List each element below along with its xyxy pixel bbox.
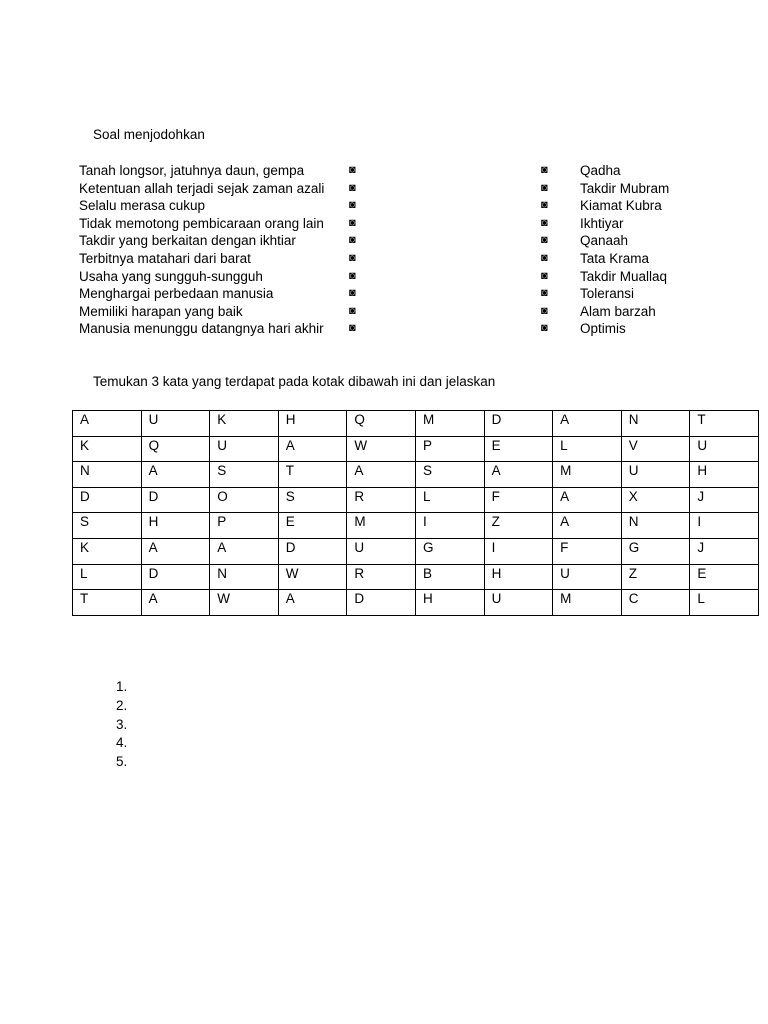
matching-question-text: Manusia menunggu datangnya hari akhir <box>79 321 324 337</box>
grid-cell: I <box>415 513 484 539</box>
answer-bullet-icon: ◙ <box>541 287 548 300</box>
grid-cell: A <box>210 538 279 564</box>
grid-cell: S <box>73 513 142 539</box>
answer-bullet-icon: ◙ <box>541 234 548 247</box>
answer-bullet-icon: ◙ <box>541 322 548 335</box>
matching-section-title: Soal menjodohkan <box>93 127 205 142</box>
grid-row <box>73 411 759 437</box>
question-bullet-icon: ◙ <box>349 251 356 264</box>
grid-cell: A <box>553 411 622 437</box>
grid-cell: O <box>210 487 279 513</box>
grid-cell: S <box>415 462 484 488</box>
grid-cell: H <box>415 590 484 616</box>
matching-answer-text: Ikhtiyar <box>580 215 624 231</box>
grid-cell: A <box>278 590 347 616</box>
matching-row <box>0 303 768 321</box>
grid-cell: K <box>210 411 279 437</box>
grid-cell: U <box>484 590 553 616</box>
matching-answer-text: Takdir Mubram <box>580 180 670 196</box>
matching-row <box>0 180 768 198</box>
matching-question-text: Tidak memotong pembicaraan orang lain <box>79 215 324 231</box>
grid-cell: A <box>73 411 142 437</box>
question-bullet-icon: ◙ <box>349 287 356 300</box>
grid-cell: W <box>347 436 416 462</box>
grid-cell: N <box>621 411 690 437</box>
matching-question-text: Ketentuan allah terjadi sejak zaman azali <box>79 180 325 196</box>
answer-line: 5. <box>116 754 128 770</box>
matching-question-text: Takdir yang berkaitan dengan ikhtiar <box>79 233 296 249</box>
grid-cell: U <box>553 564 622 590</box>
answer-bullet-icon: ◙ <box>541 164 548 176</box>
grid-cell: L <box>415 487 484 513</box>
grid-row <box>73 590 759 616</box>
question-bullet-icon: ◙ <box>349 234 356 247</box>
answer-bullet-icon: ◙ <box>541 304 548 317</box>
grid-cell: A <box>278 436 347 462</box>
grid-cell: T <box>690 411 759 437</box>
matching-answer-text: Takdir Muallaq <box>580 268 668 284</box>
matching-question-text: Terbitnya matahari dari barat <box>79 250 251 266</box>
grid-cell: E <box>484 436 553 462</box>
grid-cell: F <box>484 487 553 513</box>
answer-bullet-icon: ◙ <box>541 181 548 194</box>
grid-cell: A <box>141 538 210 564</box>
grid-row <box>73 564 759 590</box>
matching-list <box>0 162 768 338</box>
grid-row <box>73 487 759 513</box>
answer-list <box>116 679 127 773</box>
grid-cell: L <box>73 564 142 590</box>
matching-answer-text: Alam barzah <box>580 303 656 319</box>
grid-cell: D <box>484 411 553 437</box>
matching-row <box>0 285 768 303</box>
grid-cell: H <box>690 462 759 488</box>
question-bullet-icon: ◙ <box>349 269 356 282</box>
grid-cell: A <box>347 462 416 488</box>
grid-cell: H <box>141 513 210 539</box>
answer-bullet-icon: ◙ <box>541 269 548 282</box>
answer-line: 2. <box>116 697 128 713</box>
matching-question-text: Menghargai perbedaan manusia <box>79 286 274 302</box>
grid-row <box>73 538 759 564</box>
question-bullet-icon: ◙ <box>349 216 356 229</box>
grid-cell: M <box>347 513 416 539</box>
grid-cell: U <box>210 436 279 462</box>
matching-row <box>0 215 768 233</box>
matching-question-text: Memiliki harapan yang baik <box>79 303 243 319</box>
grid-cell: H <box>484 564 553 590</box>
grid-cell: I <box>690 513 759 539</box>
grid-cell: N <box>210 564 279 590</box>
grid-cell: P <box>210 513 279 539</box>
grid-cell: X <box>621 487 690 513</box>
matching-answer-text: Optimis <box>580 321 626 337</box>
grid-cell: P <box>415 436 484 462</box>
grid-cell: E <box>690 564 759 590</box>
grid-cell: U <box>621 462 690 488</box>
matching-question-text: Usaha yang sungguh-sungguh <box>79 268 263 284</box>
answer-line: 4. <box>116 735 128 751</box>
grid-cell: N <box>621 513 690 539</box>
grid-cell: S <box>278 487 347 513</box>
wordsearch-section-title: Temukan 3 kata yang terdapat pada kotak dibawah ini dan jelaskan <box>93 374 496 389</box>
answer-line: 1. <box>116 679 128 694</box>
grid-cell: M <box>415 411 484 437</box>
grid-cell: D <box>141 564 210 590</box>
grid-cell: I <box>484 538 553 564</box>
grid-cell: L <box>553 436 622 462</box>
grid-cell: H <box>278 411 347 437</box>
answer-line: 3. <box>116 716 128 732</box>
grid-cell: D <box>141 487 210 513</box>
matching-answer-text: Toleransi <box>580 286 635 302</box>
grid-cell: G <box>415 538 484 564</box>
question-bullet-icon: ◙ <box>349 181 356 194</box>
grid-cell: J <box>690 487 759 513</box>
grid-cell: A <box>141 462 210 488</box>
matching-row <box>0 268 768 286</box>
grid-row <box>73 462 759 488</box>
grid-cell: R <box>347 564 416 590</box>
grid-cell: A <box>553 487 622 513</box>
grid-cell: D <box>278 538 347 564</box>
grid-cell: Q <box>347 411 416 437</box>
grid-cell: J <box>690 538 759 564</box>
grid-cell: D <box>347 590 416 616</box>
matching-answer-text: Qadha <box>580 163 621 178</box>
answer-bullet-icon: ◙ <box>541 251 548 264</box>
question-bullet-icon: ◙ <box>349 199 356 212</box>
matching-row <box>0 250 768 268</box>
matching-row <box>0 232 768 250</box>
grid-cell: U <box>690 436 759 462</box>
grid-cell: U <box>141 411 210 437</box>
grid-cell: S <box>210 462 279 488</box>
matching-question-text: Selalu merasa cukup <box>79 198 206 214</box>
matching-row <box>0 197 768 215</box>
question-bullet-icon: ◙ <box>349 164 356 176</box>
grid-cell: M <box>553 462 622 488</box>
matching-row <box>0 162 768 180</box>
matching-answer-text: Tata Krama <box>580 250 650 266</box>
answer-bullet-icon: ◙ <box>541 199 548 212</box>
question-bullet-icon: ◙ <box>349 304 356 317</box>
grid-cell: T <box>278 462 347 488</box>
wordsearch-grid <box>72 410 759 616</box>
grid-cell: B <box>415 564 484 590</box>
grid-cell: W <box>278 564 347 590</box>
matching-row <box>0 320 768 338</box>
question-bullet-icon: ◙ <box>349 322 356 335</box>
grid-cell: D <box>73 487 142 513</box>
grid-cell: Q <box>141 436 210 462</box>
grid-cell: U <box>347 538 416 564</box>
grid-row <box>73 436 759 462</box>
grid-cell: A <box>484 462 553 488</box>
grid-cell: K <box>73 436 142 462</box>
matching-answer-text: Kiamat Kubra <box>580 198 662 214</box>
grid-cell: V <box>621 436 690 462</box>
matching-question-text: Tanah longsor, jatuhnya daun, gempa <box>79 163 305 178</box>
grid-cell: K <box>73 538 142 564</box>
grid-cell: Z <box>484 513 553 539</box>
grid-cell: M <box>553 590 622 616</box>
grid-cell: L <box>690 590 759 616</box>
grid-cell: N <box>73 462 142 488</box>
grid-row <box>73 513 759 539</box>
grid-cell: W <box>210 590 279 616</box>
grid-cell: F <box>553 538 622 564</box>
answer-bullet-icon: ◙ <box>541 216 548 229</box>
matching-answer-text: Qanaah <box>580 233 629 249</box>
grid-cell: R <box>347 487 416 513</box>
grid-cell: T <box>73 590 142 616</box>
grid-cell: E <box>278 513 347 539</box>
grid-cell: A <box>553 513 622 539</box>
grid-cell: A <box>141 590 210 616</box>
grid-cell: Z <box>621 564 690 590</box>
grid-cell: G <box>621 538 690 564</box>
grid-cell: C <box>621 590 690 616</box>
